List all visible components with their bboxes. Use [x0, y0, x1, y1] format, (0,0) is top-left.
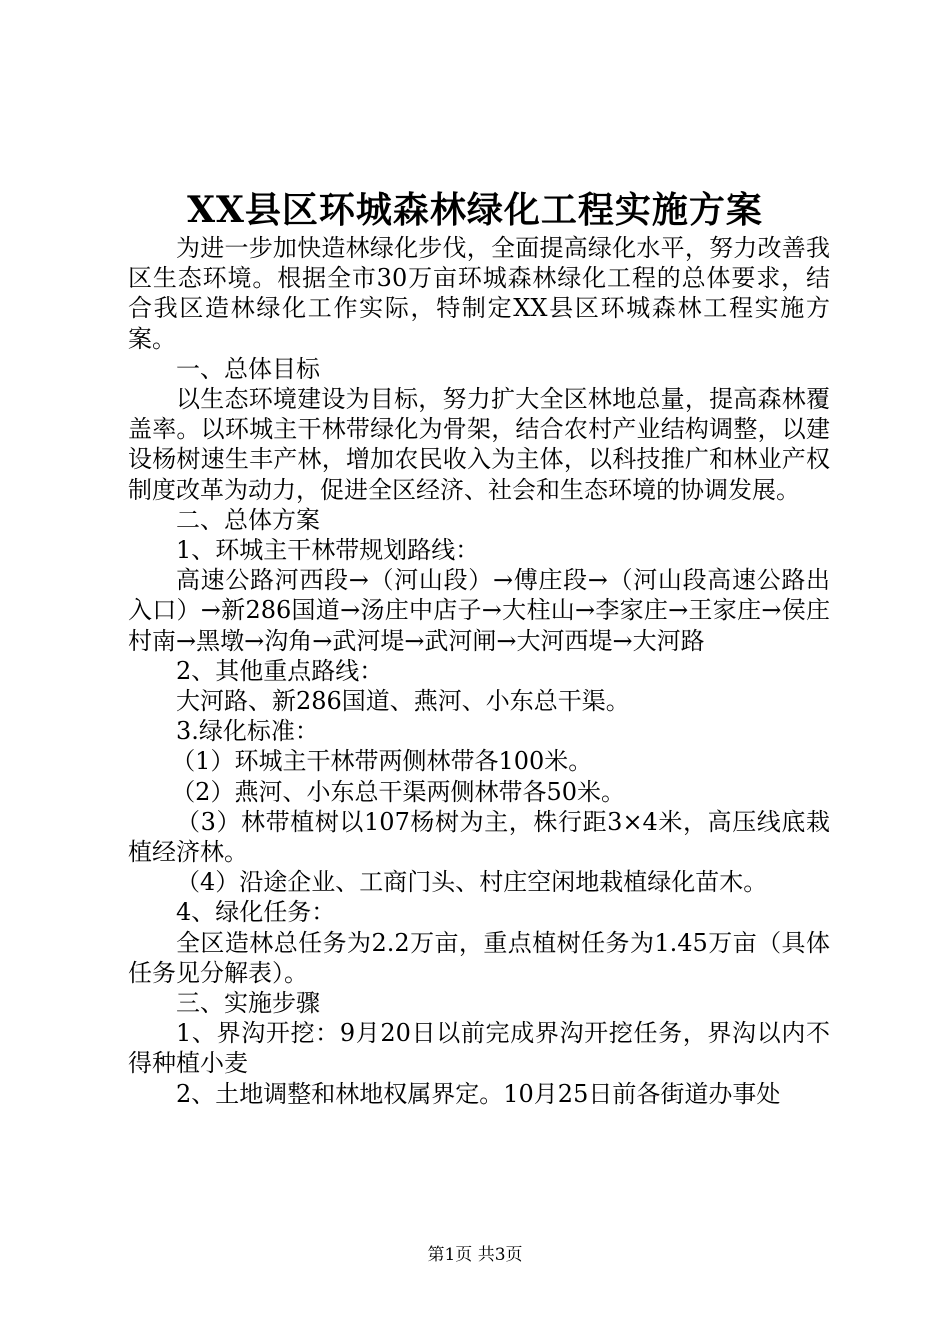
other-routes-paragraph: 大河路、新286国道、燕河、小东总干渠。 [176, 687, 630, 716]
standard-item-3: （3）林带植树以107杨树为主，株行距3×4米，高压线底栽植经济林。 [128, 807, 830, 867]
section-heading-plan: 二、总体方案 [176, 505, 320, 534]
goal-paragraph: 以生态环境建设为目标，努力扩大全区林地总量，提高森林覆盖率。以环城主干林带绿化为骨架，结合农村产业结构调整，以建设杨树速生丰产林，增加农民收入为主体，以科技推广和林业产权制度改革为动力，促进全区经济、社会和生态环境的协调发展。 [128, 385, 830, 504]
section-heading-goal: 一、总体目标 [176, 354, 320, 383]
document-body [128, 233, 830, 1109]
intro-paragraph: 为进一步加快造林绿化步伐，全面提高绿化水平，努力改善我区生态环境。根据全市30万亩环城森林绿化工程的总体要求，结合我区造林绿化工作实际，特制定XX县区环城森林工程实施方案。 [128, 234, 830, 353]
subheading-other-routes: 2、其他重点路线： [176, 656, 384, 685]
main-route-paragraph: 高速公路河西段→（河山段）→傅庄段→（河山段高速公路出入口）→新286国道→汤庄中店子→大柱山→李家庄→王家庄→侯庄村南→黑墩→沟角→武河堤→武河闸→大河西堤→大河路 [128, 566, 830, 655]
page-footer: 第1页 共3页 [427, 1245, 523, 1265]
standard-item-4: （4）沿途企业、工商门头、村庄空闲地栽植绿化苗木。 [176, 868, 768, 897]
step-2-paragraph: 2、土地调整和林地权属界定。10月25日前各街道办事处 [176, 1079, 781, 1108]
section-heading-steps: 三、实施步骤 [176, 989, 320, 1018]
subheading-tasks: 4、绿化任务： [176, 898, 336, 927]
subheading-standards: 3.绿化标准： [176, 717, 319, 746]
document-title: XX县区环城森林绿化工程实施方案 [187, 189, 763, 231]
standard-item-1: （1）环城主干林带两侧林带各100米。 [171, 747, 593, 776]
tasks-paragraph: 全区造林总任务为2.2万亩，重点植树任务为1.45万亩（具体任务见分解表）。 [128, 928, 830, 987]
subheading-main-route: 1、环城主干林带规划路线： [176, 536, 480, 565]
standard-item-2: （2）燕河、小东总干渠两侧林带各50米。 [171, 777, 625, 806]
step-1-paragraph: 1、界沟开挖：9月20日以前完成界沟开挖任务，界沟以内不得种植小麦 [128, 1019, 830, 1078]
